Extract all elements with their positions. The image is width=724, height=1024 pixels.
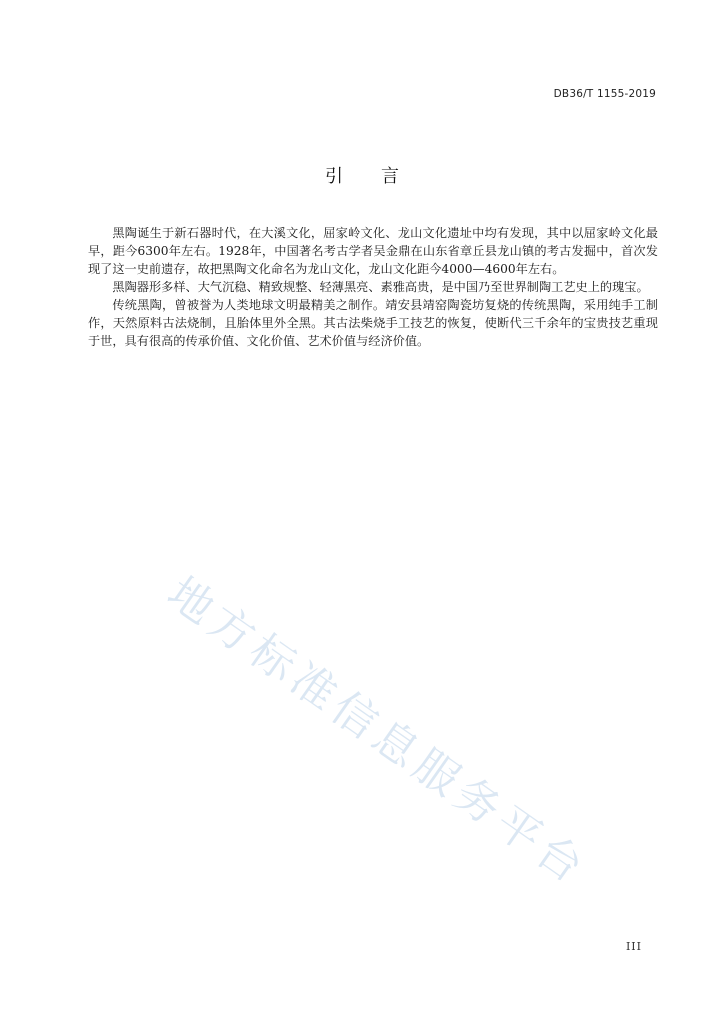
introduction-body: [88, 224, 658, 350]
paragraph-features: 黑陶器形多样、大气沉稳、精致规整、轻薄黑亮、素雅高贵，是中国乃至世界制陶工艺史上的瑰宝。: [112, 280, 649, 294]
paragraph-history: 黑陶诞生于新石器时代，在大溪文化，屈家岭文化、龙山文化遗址中均有发现，其中以屈家岭文化最早，距今6300年左右。1928年，中国著名考古学者吴金鼎在山东省章丘县龙山镇的考古发掘中，首次发现了这一史前遗存，故把黑陶文化命名为龙山文化，龙山文化距今4000—4600年左右。: [88, 226, 658, 276]
watermark: 地方标准信息服务平台: [158, 567, 597, 896]
document-code: DB36/T 1155-2019: [553, 88, 656, 100]
paragraph-tradition: 传统黑陶，曾被誉为人类地球文明最精美之制作。靖安县靖窑陶瓷坊复烧的传统黑陶，采用纯手工制作，天然原料古法烧制，且胎体里外全黑。其古法柴烧手工技艺的恢复，使断代三千余年的宝贵技艺重现于世，具有很高的传承价值、文化价值、艺术价值与经济价值。: [88, 298, 658, 348]
section-title: 引言: [325, 166, 437, 187]
page-number: III: [625, 940, 642, 953]
